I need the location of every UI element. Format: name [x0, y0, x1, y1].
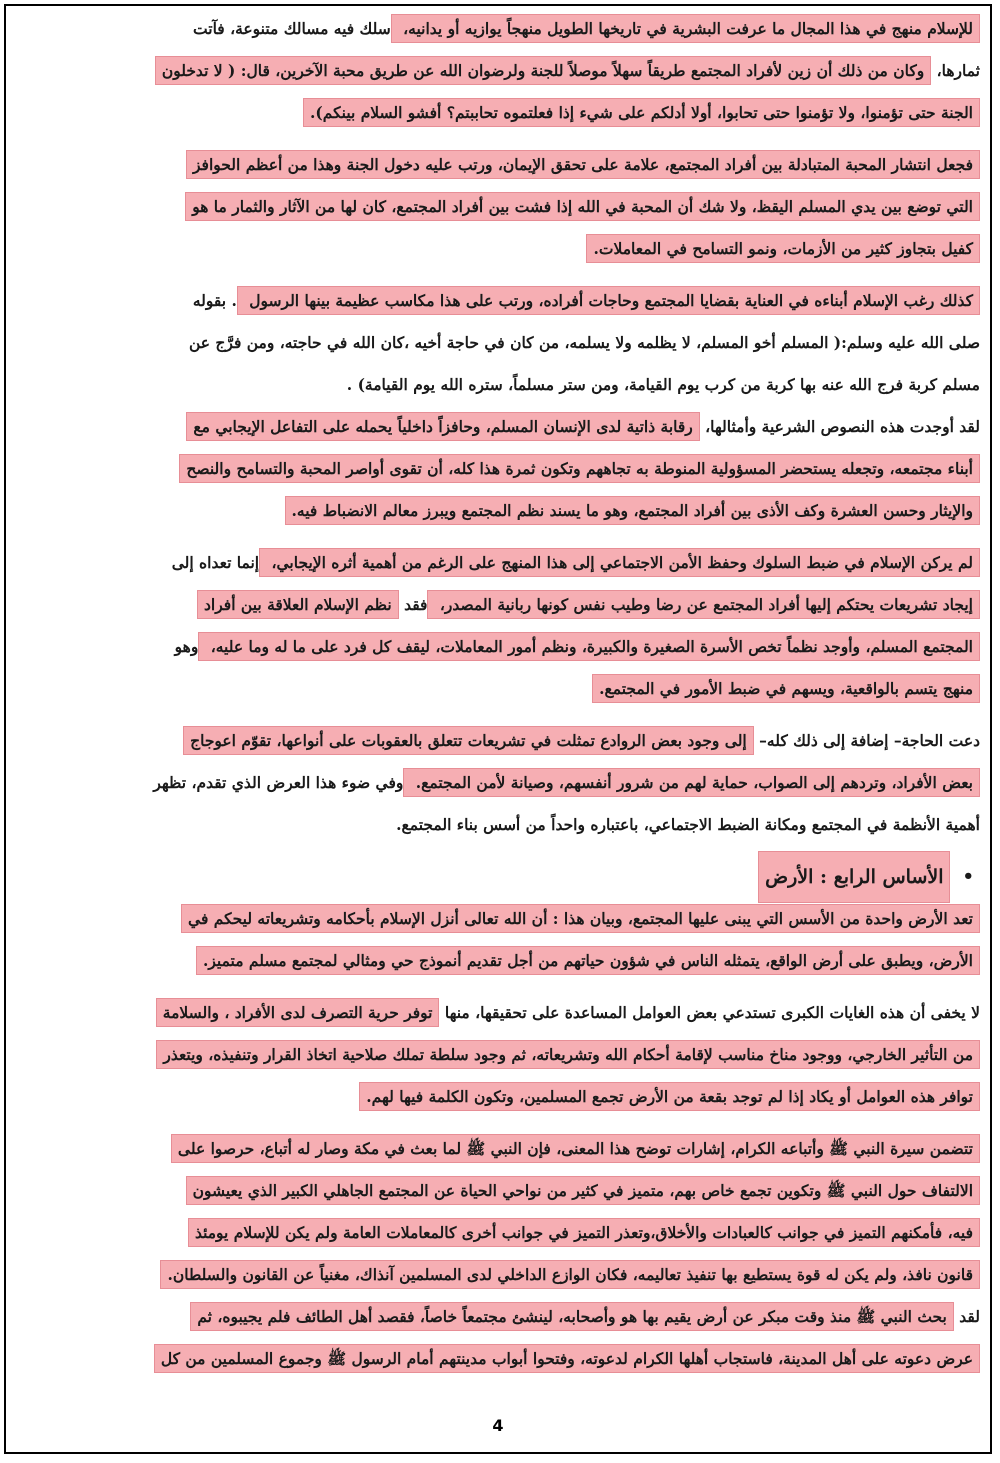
text-line	[20, 720, 980, 762]
highlighted-text: كفيل بتجاوز كثير من الأزمات، ونمو التسامح في المعاملات.	[586, 234, 980, 263]
text-line	[20, 1254, 980, 1296]
paragraph-gap	[20, 1118, 980, 1128]
document-body	[20, 8, 980, 1390]
text-segment: ثمارها،	[931, 61, 980, 80]
highlighted-text: عرض دعوته على أهل المدينة، فاستجاب أهلها الكرام لدعوته، وفتحوا أبواب مدينتهم أمام الرسول ﷺ وجموع المسلمين من كل	[154, 1344, 980, 1373]
text-segment: فقد	[398, 595, 428, 614]
highlighted-text: رقابة ذاتية لدى الإنسان المسلم، وحافزاً داخلياً يحمله على التفاعل الإيجابي مع	[186, 412, 699, 441]
paragraph-gap	[20, 1380, 980, 1390]
highlighted-text: من التأثير الخارجي، ووجود مناخ مناسب لإقامة أحكام الله وتشريعاته، ثم وجود سلطة تملك صلاحية اتخاذ القرار وتنفيذه، ويتعذر	[156, 1040, 980, 1069]
highlighted-text: الالتفاف حول النبي ﷺ وتكوين تجمع خاص بهم، متميز في كثير من نواحي الحياة عن المجتمع الجاهلي الكبير الذي يعيشون	[186, 1176, 980, 1205]
text-segment: مسلم كربة فرج الله عنه بها كربة من كرب يوم القيامة، ومن ستر مسلماً، ستره الله يوم القيامة) .	[346, 375, 980, 394]
text-line	[20, 322, 980, 364]
text-line	[20, 940, 980, 982]
text-segment: وهو	[174, 637, 199, 656]
text-line	[20, 668, 980, 710]
highlighted-text: المجتمع المسلم، وأوجد نظماً تخص الأسرة الصغيرة والكبيرة، ونظم أمور المعاملات، ليقف كل فرد على ما له وما عليه،	[198, 632, 980, 661]
text-segment: لقد	[953, 1307, 980, 1326]
text-line	[20, 448, 980, 490]
paragraph	[20, 542, 980, 710]
highlighted-text: والإيثار وحسن العشرة وكف الأذى بين أفراد المجتمع، وهو ما يسند نظم المجتمع ويبرز معالم الانضباط فيه.	[285, 496, 980, 525]
paragraph	[20, 280, 980, 532]
text-segment: إنما تعداه إلى	[171, 553, 260, 572]
text-line	[20, 762, 980, 804]
paragraphs-before-heading	[20, 8, 980, 856]
text-segment: لا يخفى أن هذه الغايات الكبرى تستدعي بعض العوامل المساعدة على تحقيقها، منها	[439, 1003, 980, 1022]
text-line	[20, 1034, 980, 1076]
paragraph-gap	[20, 532, 980, 542]
highlighted-text: الجنة حتى تؤمنوا، ولا تؤمنوا حتى تحابوا، أولا أدلكم على شيء إذا فعلتموه تحاببتم؟ أفشو السلام بينكم).	[303, 98, 980, 127]
text-line	[20, 542, 980, 584]
paragraph-gap	[20, 710, 980, 720]
paragraph	[20, 144, 980, 270]
highlighted-text: وكان من ذلك أن زين لأفراد المجتمع طريقاً سهلاً موصلاً للجنة ولرضوان الله عن طريق محبة الآخرين، قال: ( لا تدخلون	[155, 56, 931, 85]
text-line	[20, 1170, 980, 1212]
page-number: 4	[492, 1416, 504, 1435]
text-line	[20, 1296, 980, 1338]
text-line	[20, 280, 980, 322]
highlighted-text: فيه، فأمكنهم التميز في جوانب كالعبادات والأخلاق،وتعذر التميز في جوانب أخرى كالمعاملات العامة ولم يكن للإسلام يومئذ	[188, 1218, 980, 1247]
text-line	[20, 406, 980, 448]
text-line	[20, 804, 980, 846]
paragraph	[20, 720, 980, 846]
paragraph-gap	[20, 134, 980, 144]
text-line	[20, 186, 980, 228]
highlighted-text: إيجاد تشريعات يحتكم إليها أفراد المجتمع عن رضا وطيب نفس كونها ربانية المصدر،	[427, 590, 980, 619]
text-line	[20, 626, 980, 668]
text-line	[20, 490, 980, 532]
highlighted-text: بحث النبي ﷺ منذ وقت مبكر عن أرض يقيم بها هو وأصحابه، لينشئ مجتمعاً خاصاً، فقصد أهل الطائف فلم يجيبوه، ثم	[190, 1302, 954, 1331]
paragraph-gap	[20, 270, 980, 280]
text-line	[20, 1076, 980, 1118]
highlighted-text: فجعل انتشار المحبة المتبادلة بين أفراد المجتمع، علامة على تحقق الإيمان، ورتب عليه دخول الجنة وهذا من أعظم الحوافز	[186, 150, 980, 179]
section-heading	[20, 856, 980, 898]
text-line	[20, 228, 980, 270]
text-segment: لقد أوجدت هذه النصوص الشرعية وأمثالها،	[699, 417, 980, 436]
section-heading-text: الأساس الرابع : الأرض	[758, 851, 950, 903]
highlighted-text: قانون نافذ، ولم يكن له قوة يستطيع بها تنفيذ تعاليمه، فكان الوازع الداخلي لدى المسلمين آنذاك، مغنياً عن القانون والسلطان.	[160, 1260, 980, 1289]
text-line	[20, 144, 980, 186]
text-segment: صلى الله عليه وسلم:( المسلم أخو المسلم، لا يظلمه ولا يسلمه، من كان في حاجة أخيه ،كان الله في حاجته، ومن فرَّج عن	[188, 333, 980, 352]
paragraph-gap	[20, 982, 980, 992]
text-line	[20, 1338, 980, 1380]
highlighted-text: توفر حرية التصرف لدى الأفراد ، والسلامة	[156, 998, 440, 1027]
paragraph	[20, 8, 980, 134]
text-line	[20, 8, 980, 50]
highlighted-text: كذلك رغب الإسلام أبناءه في العناية بقضايا المجتمع وحاجات أفراده، ورتب على هذا مكاسب عظيمة بينها الرسول	[237, 286, 980, 315]
text-segment: وفي ضوء هذا العرض الذي تقدم، تظهر	[153, 773, 404, 792]
highlighted-text: الأرض، ويطبق على أرض الواقع، يتمثله الناس في شؤون حياتهم من أجل تقديم أنموذج حي ومثالي لمجتمع مسلم متميز.	[196, 946, 980, 975]
text-line	[20, 92, 980, 134]
bullet-icon: •	[962, 866, 974, 887]
text-line	[20, 992, 980, 1034]
text-segment: سلك فيه مسالك متنوعة، فآتت	[193, 19, 391, 38]
highlighted-text: لم يركن الإسلام في ضبط السلوك وحفظ الأمن الاجتماعي إلى هذا المنهج على الرغم من أهمية أثره الإيجابي،	[259, 548, 980, 577]
text-line	[20, 50, 980, 92]
highlighted-text: تعد الأرض واحدة من الأسس التي يبنى عليها المجتمع، وبيان هذا : أن الله تعالى أنزل الإسلام بأحكامه وتشريعاته ليحكم في	[181, 904, 980, 933]
highlighted-text: إلى وجود بعض الروادع تمثلت في تشريعات تتعلق بالعقوبات على أنواعها، تقوّم اعوجاج	[183, 726, 754, 755]
text-segment: دعت الحاجة– إضافة إلى ذلك كله–	[753, 731, 980, 750]
highlighted-text: توافر هذه العوامل أو يكاد إذا لم توجد بقعة من الأرض تجمع المسلمين، وتكون الكلمة فيها لهم.	[359, 1082, 980, 1111]
highlighted-text: منهج يتسم بالواقعية، ويسهم في ضبط الأمور في المجتمع.	[592, 674, 980, 703]
text-line	[20, 584, 980, 626]
paragraph	[20, 1128, 980, 1380]
highlighted-text: نظم الإسلام العلاقة بين أفراد	[197, 590, 399, 619]
text-line	[20, 898, 980, 940]
text-line	[20, 1128, 980, 1170]
text-segment: . بقوله	[192, 291, 237, 310]
highlighted-text: التي توضع بين يدي المسلم اليقظ، ولا شك أن المحبة في الله إذا فشت بين أفراد المجتمع، كان لها من الآثار والثمار ما هو	[185, 192, 980, 221]
paragraph	[20, 992, 980, 1118]
page-frame	[4, 4, 992, 1454]
highlighted-text: أبناء مجتمعه، وتجعله يستحضر المسؤولية المنوطة به تجاههم وتكون ثمرة هذا كله، أن تقوى أواصر المحبة والتسامح والنصح	[179, 454, 980, 483]
highlighted-text: تتضمن سيرة النبي ﷺ وأتباعه الكرام، إشارات توضح هذا المعنى، فإن النبي ﷺ لما بعث في مكة وصار له أتباع، حرصوا على	[171, 1134, 980, 1163]
text-line	[20, 1212, 980, 1254]
text-segment: أهمية الأنظمة في المجتمع ومكانة الضبط الاجتماعي، باعتباره واحداً من أسس بناء المجتمع.	[396, 815, 980, 834]
paragraphs-after-heading	[20, 898, 980, 1390]
text-line	[20, 364, 980, 406]
highlighted-text: بعض الأفراد، وتردهم إلى الصواب، حماية لهم من شرور أنفسهم، وصيانة لأمن المجتمع.	[403, 768, 980, 797]
paragraph	[20, 898, 980, 982]
highlighted-text: للإسلام منهج في هذا المجال ما عرفت البشرية في تاريخها الطويل منهجاً يوازيه أو يدانيه،	[391, 14, 980, 43]
